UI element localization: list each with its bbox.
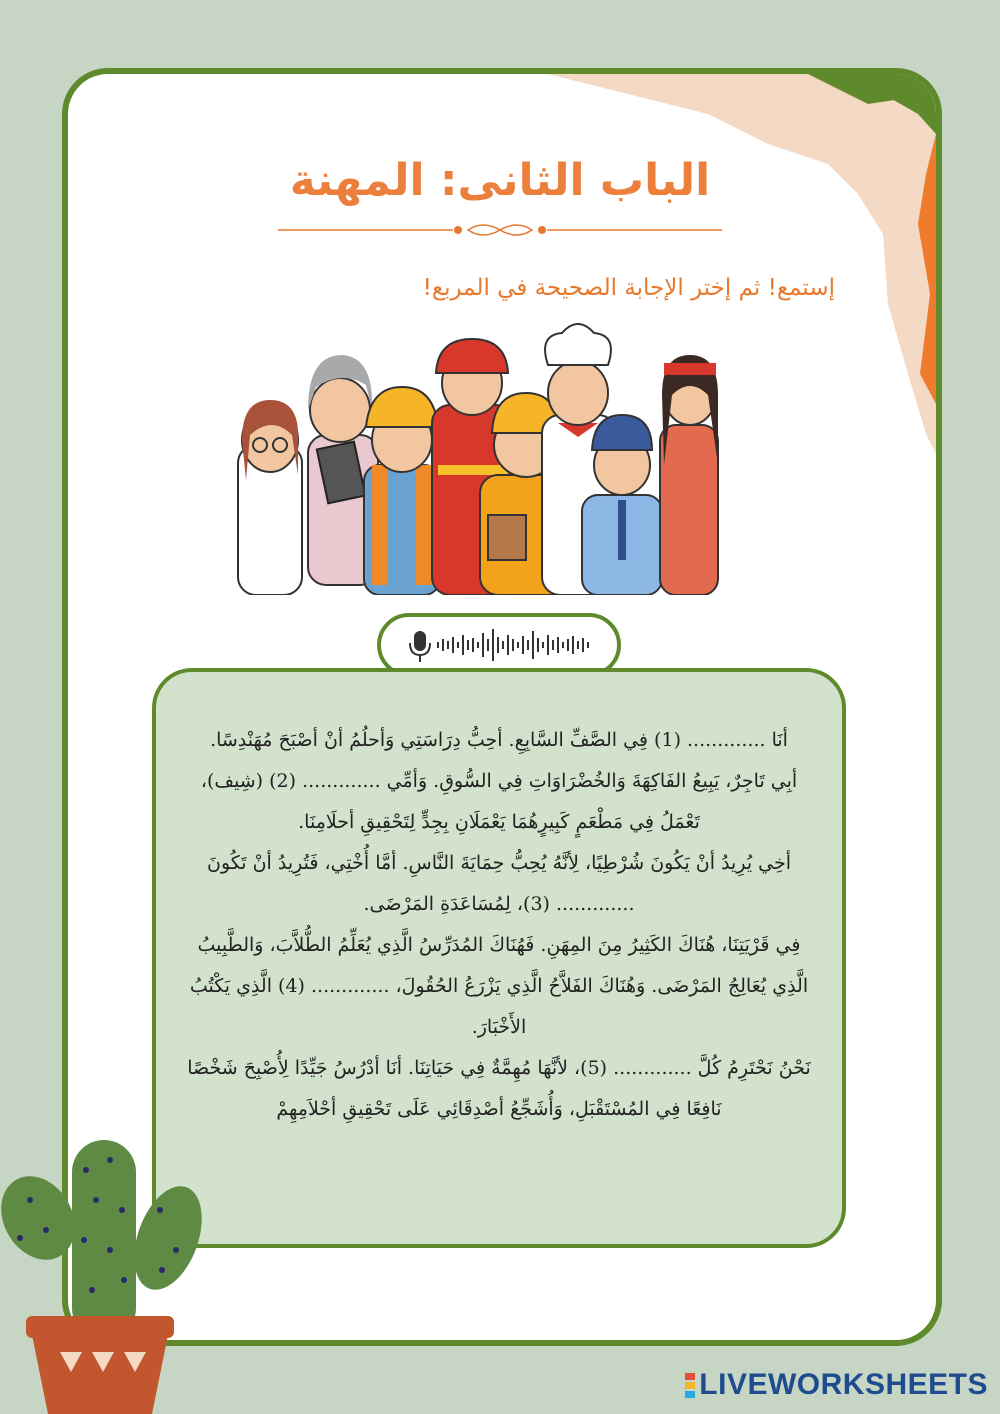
passage-box	[152, 668, 846, 1248]
title-ornament-divider	[278, 220, 722, 240]
passage-paragraph-5: نَحْنُ نَحْتَرِمُ كُلَّ ............. (5)، لأنَّهَا مُهِمَّةٌ فِي حَيَاتِنَا. أنَا أدْرُسُ جَيِّدًا لِأُصْبِحَ شَخْصًا نَافِعًا فِي المُسْتَقْبَلِ، وَأُشَجِّعُ أصْدِقَائِي عَلَى تَحْقِيقِ أحْلاَمِهِمْ	[187, 1057, 811, 1120]
cactus-pot-illustration	[0, 1120, 210, 1414]
passage-paragraph-2: أبِي تَاجِرٌ، يَبِيعُ الفَاكِهَةَ وَالخُضْرَاوَاتِ فِي السُّوقِ. وَأمِّي ............. (2) (شِيف)، تَعْمَلُ فِي مَطْعَمٍ كَبِيرٍهُمَا يَعْمَلَانِ بِجِدٍّ لِتَحْقِيقِ أحلَامِنَا.	[200, 770, 798, 833]
microphone-waveform-icon	[406, 625, 592, 665]
passage-paragraph-4: فِي قَرْيَتِنَا، هُنَاكَ الكَثِيرُ مِنَ المِهَنِ. فَهُنَاكَ المُدَرِّسُ الَّذِي يُعَلِّمُ الطُّلاَّبَ، وَالطَّبِيبُ الَّذِي يُعَالِجُ المَرْضَى. وَهُنَاكَ الفَلاَّحُ الَّذِي يَزْرَعُ الحُقُولَ، ............. (4) الَّذِي يَكْتُبُ الأَخْبَارَ.	[189, 934, 809, 1038]
instruction-text: إستمع! ثم إختر الإجابة الصحيحة في المربع!	[422, 275, 835, 301]
reading-passage	[184, 720, 814, 1130]
brand-label: LIVEWORKSHEETS	[699, 1368, 988, 1401]
passage-paragraph-1: أنَا ............. (1) فِي الصَّفِّ السَّابِعِ. أحِبُّ دِرَاسَتِي وَأحلُمُ أنْ أصْبَحَ مُهَنْدِسًا.	[210, 729, 788, 751]
liveworksheets-brand	[685, 1368, 988, 1402]
passage-paragraph-3: أخِي يُرِيدُ أنْ يَكُونَ شُرْطِيًا، لِأنَّهُ يُحِبُّ حِمَايَةَ النَّاسِ. أمَّا أُخْتِي، فَتُرِيدُ أنْ تَكُونَ ............. (3)، لِمُسَاعَدَةِ المَرْضَى.	[206, 852, 792, 915]
liveworksheets-logo-icon	[685, 1372, 695, 1399]
page-title: الباب الثانى: المهنة	[289, 155, 711, 206]
professions-illustration	[232, 315, 722, 595]
